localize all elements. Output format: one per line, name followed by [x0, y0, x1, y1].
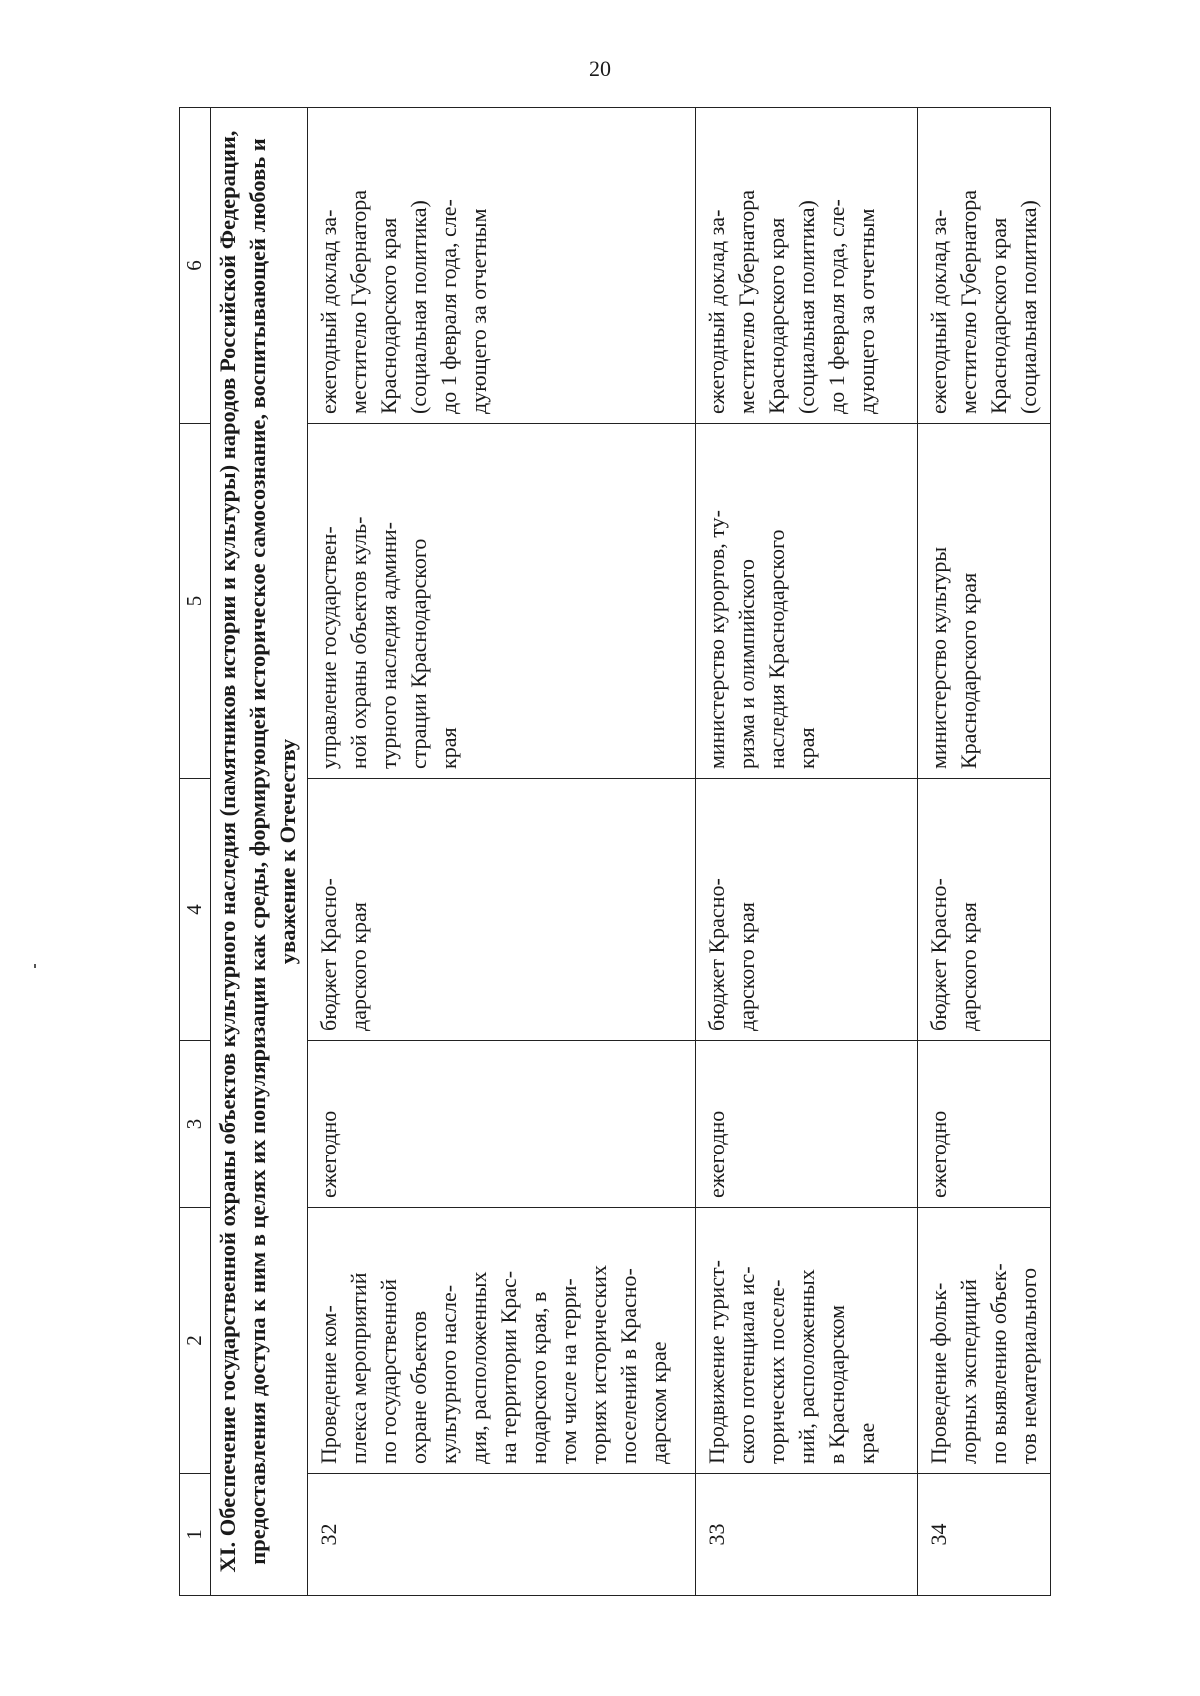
report-cell: ежегодный доклад за- местителю Губернатора Краснодарского края (социальная политика) до 1 февраля года, сле- дующего за отчетным [308, 108, 696, 424]
rotated-table-container [179, 108, 1041, 1596]
period-cell: ежегодно [308, 1041, 696, 1208]
executor-cell: министерство культуры Краснодарского края [918, 424, 1051, 779]
plan-table [179, 107, 1051, 1596]
report-cell: ежегодный доклад за- местителю Губернатора Краснодарского края (социальная политика) до 1 февраля года, сле- дующего за отчетным [696, 108, 918, 424]
column-number: 1 [180, 1474, 211, 1596]
column-number: 2 [180, 1208, 211, 1474]
table-row [918, 108, 1051, 1596]
column-number-row [180, 108, 211, 1596]
row-number: 34 [918, 1474, 1051, 1596]
period-cell: ежегодно [918, 1041, 1051, 1208]
row-number: 32 [308, 1474, 696, 1596]
funding-cell: бюджет Красно- дарского края [308, 779, 696, 1041]
activity-cell: Проведение фольк- лорных экспедиций по выявлению объек- тов нематериального [918, 1208, 1051, 1474]
column-number: 4 [180, 779, 211, 1041]
page-number: 20 [589, 56, 611, 81]
section-heading-row [211, 108, 308, 1596]
column-number: 3 [180, 1041, 211, 1208]
table-row [308, 108, 696, 1596]
executor-cell: управление государствен- ной охраны объектов куль- турного наследия админи- страции Краснодарского края [308, 424, 696, 779]
column-number: 5 [180, 424, 211, 779]
report-cell: ежегодный доклад за- местителю Губернатора Краснодарского края (социальная политика) [918, 108, 1051, 424]
executor-cell: министерство курортов, ту- ризма и олимпийского наследия Краснодарского края [696, 424, 918, 779]
activity-cell: Проведение ком- плекса мероприятий по государственной охране объектов культурного насле- дия, расположенных на территории Крас- нодарского края, в том числе на терри- ториях исторических поселений в Красно- дарском крае [308, 1208, 696, 1474]
funding-cell: бюджет Красно- дарского края [696, 779, 918, 1041]
activity-cell: Продвижение турист- ского потенциала ис- торических поселе- ний, расположенных в Краснодарском крае [696, 1208, 918, 1474]
scan-speck [34, 964, 36, 968]
column-number: 6 [180, 108, 211, 424]
row-number: 33 [696, 1474, 918, 1596]
period-cell: ежегодно [696, 1041, 918, 1208]
funding-cell: бюджет Красно- дарского края [918, 779, 1051, 1041]
section-title: XI. Обеспечение государственной охраны объектов культурного наследия (памятников истории и культуры) народов Российской Федерации, предоставления доступа к ним в целях их популяризации как среды, формирующей историческое самосознание, воспитывающей любовь и уважение к Отечеству [211, 108, 308, 1596]
table-row [696, 108, 918, 1596]
